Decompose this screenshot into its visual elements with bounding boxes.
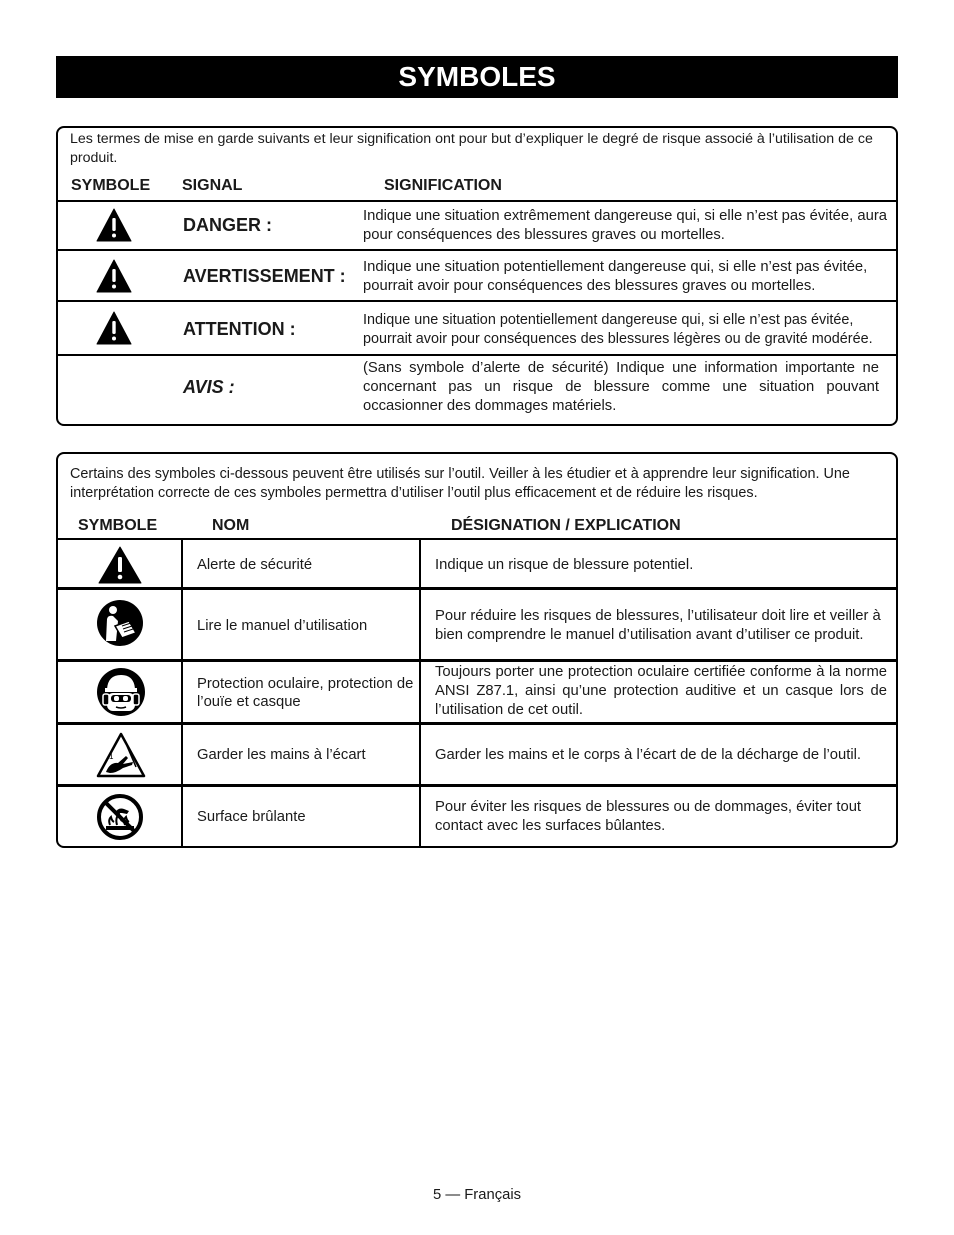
symbol-expl-alert: Indique un risque de blessure potentiel. <box>435 557 694 573</box>
symbol-expl-hot: Pour éviter les risques de blessures ou de dommages, éviter tout contact avec les surfaces bûlantes. <box>435 799 862 834</box>
signal-warning-meaning: Indique une situation potentiellement dangereuse qui, si elle n’est pas évitée, pourrait avoir pour conséquences des blessures graves ou mortelles. <box>363 259 868 294</box>
warning-triangle-icon <box>96 311 132 345</box>
header-symbol: SYMBOLE <box>78 517 158 534</box>
symbol-name-hot: Surface brûlante <box>197 809 306 825</box>
signal-caution: ATTENTION : <box>183 319 296 339</box>
page-footer <box>0 1187 954 1203</box>
symbol-name-hands: Garder les mains à l’écart <box>197 747 366 763</box>
page-number: 5 <box>432 1187 442 1203</box>
symbol-expl-hands: Garder les mains et le corps à l’écart de de la décharge de l’outil. <box>435 747 862 763</box>
keep-hands-away-icon <box>96 732 146 778</box>
signal-intro: Les termes de mise en garde suivants et leur signification ont pour but d’expliquer le degré de risque associé à l’utilisation de ce produit. <box>70 131 873 166</box>
page-title: SYMBOLES <box>56 56 898 98</box>
footer-language: Français <box>464 1187 522 1203</box>
header-meaning: SIGNIFICATION <box>384 177 502 194</box>
hot-surface-icon <box>96 793 144 841</box>
eye-ear-head-protection-icon <box>96 667 146 717</box>
svg-text:1: 1 <box>109 752 114 761</box>
symbol-expl-manual: Pour réduire les risques de blessures, l’utilisateur doit lire et veiller à bien comprendre le manuel d’utilisation avant d’utiliser ce produit. <box>435 608 881 643</box>
symbols-table <box>56 452 898 848</box>
header-signal: SIGNAL <box>182 177 243 194</box>
header-name: NOM <box>212 517 250 534</box>
footer-separator: — <box>445 1187 461 1203</box>
header-symbol: SYMBOLE <box>71 177 151 194</box>
safety-alert-icon <box>98 546 142 584</box>
symbol-name-manual: Lire le manuel d’utilisation <box>197 618 368 634</box>
read-manual-icon <box>96 599 144 647</box>
signal-danger-meaning: Indique une situation extrêmement dangereuse qui, si elle n’est pas évitée, aura pour conséquences des blessures graves ou mortelles. <box>363 208 887 243</box>
signal-notice-meaning: (Sans symbole d’alerte de sécurité) Indique une information importante ne concernant pas un risque de blessure comme une situation pouvant occasionner des dommages matériels. <box>363 360 879 414</box>
signal-danger: DANGER : <box>183 215 272 235</box>
symbol-expl-protection: Toujours porter une protection oculaire certifiée conforme à la norme ANSI Z87.1, ainsi qu’une protection auditive et un casque lors de l’utilisation de cet outil. <box>435 664 887 718</box>
symbol-name-alert: Alerte de sécurité <box>197 557 313 573</box>
symbols-intro: Certains des symboles ci-dessous peuvent être utilisés sur l’outil. Veiller à les étudier et à apprendre leur signification. Une interprétation correcte de ces symboles permettra d’utiliser l’outil plus efficacement et de réduire les risques. <box>70 466 850 501</box>
signal-warning: AVERTISSEMENT : <box>183 266 346 286</box>
warning-triangle-icon <box>96 259 132 293</box>
signal-caution-meaning: Indique une situation potentiellement dangereuse qui, si elle n’est pas évitée, pourrait avoir pour conséquences des blessures légères ou de gravité modérée. <box>363 312 873 347</box>
header-explanation: DÉSIGNATION / EXPLICATION <box>451 517 681 534</box>
signal-notice: AVIS : <box>183 377 235 397</box>
warning-triangle-icon <box>96 208 132 242</box>
signal-words-table <box>56 126 898 426</box>
symbol-name-protection: Protection oculaire, protection de l’ouïe et casque <box>197 676 414 710</box>
